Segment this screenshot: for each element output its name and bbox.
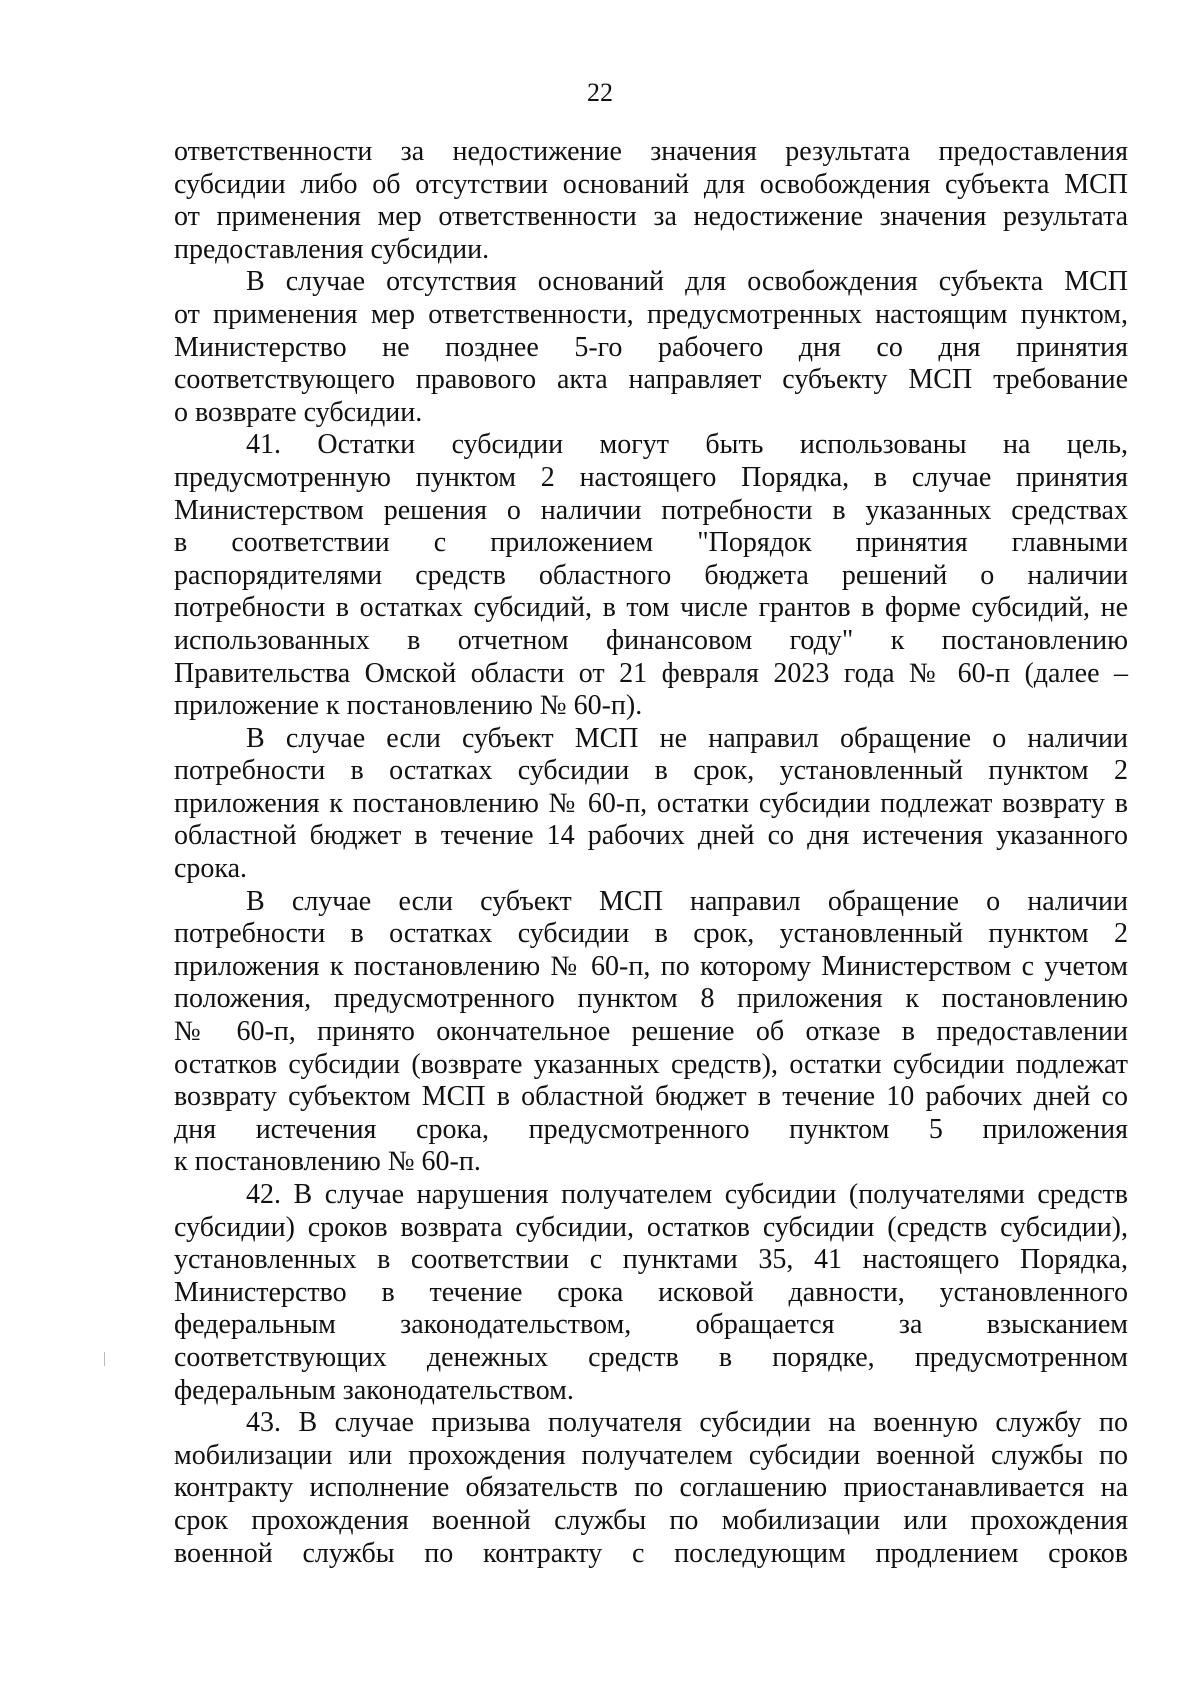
- text-line: федеральным законодательством.: [174, 1374, 574, 1406]
- text-line: военной службы по контракту с последующим продлением сроков: [174, 1537, 1128, 1569]
- text-line: мобилизации или прохождения получателем субсидии военной службы по: [174, 1439, 1128, 1471]
- text-line: о возврате субсидии.: [174, 396, 423, 428]
- text-line: дня истечения срока, предусмотренного пунктом 5 приложения: [174, 1113, 1128, 1145]
- text-line: предусмотренную пунктом 2 настоящего Порядка, в случае принятия: [174, 461, 1128, 493]
- text-line: приложения к постановлению № 60-п, по которому Министерством с учетом: [174, 950, 1128, 982]
- text-line: 41. Остатки субсидии могут быть использованы на цель,: [246, 429, 1128, 461]
- text-line: Министерство в течение срока исковой давности, установленного: [174, 1276, 1128, 1308]
- text-line: контракту исполнение обязательств по соглашению приостанавливается на: [174, 1472, 1128, 1504]
- text-line: от применения мер ответственности, предусмотренных настоящим пунктом,: [174, 298, 1128, 330]
- text-line: федеральным законодательством, обращается за взысканием: [174, 1309, 1128, 1341]
- text-line: субсидии) сроков возврата субсидии, остатков субсидии (средств субсидии),: [174, 1211, 1128, 1243]
- text-line: от применения мер ответственности за недостижение значения результата: [174, 201, 1128, 233]
- text-line: субсидии либо об отсутствии оснований для освобождения субъекта МСП: [174, 168, 1128, 200]
- text-line: Министерством решения о наличии потребности в указанных средствах: [174, 494, 1128, 526]
- text-line: срока.: [174, 853, 248, 885]
- text-line: предоставления субсидии.: [174, 233, 490, 265]
- text-line: областной бюджет в течение 14 рабочих дней со дня истечения указанного: [174, 820, 1128, 852]
- text-line: соответствующих денежных средств в порядке, предусмотренном: [174, 1341, 1128, 1373]
- text-line: остатков субсидии (возврате указанных средств), остатки субсидии подлежат: [174, 1048, 1128, 1080]
- text-line: 42. В случае нарушения получателем субсидии (получателями средств: [246, 1179, 1128, 1210]
- text-line: потребности в остатках субсидии в срок, установленный пунктом 2: [174, 918, 1128, 950]
- text-line: ответственности за недостижение значения результата предоставления: [174, 136, 1128, 167]
- text-line: возврату субъектом МСП в областной бюджет в течение 10 рабочих дней со: [174, 1081, 1128, 1113]
- text-line: Правительства Омской области от 21 февраля 2023 года № 60-п (далее –: [174, 657, 1128, 689]
- text-line: срок прохождения военной службы по мобилизации или прохождения: [174, 1504, 1128, 1536]
- text-line: использованных в отчетном финансовом году" к постановлению: [174, 624, 1128, 656]
- text-line: приложение к постановлению № 60-п).: [174, 690, 643, 722]
- text-line: к постановлению № 60-п.: [174, 1146, 481, 1178]
- text-line: В случае отсутствия оснований для освобождения субъекта МСП: [246, 266, 1128, 298]
- page-number: 22: [587, 78, 613, 107]
- text-line: В случае если субъект МСП не направил обращение о наличии: [246, 722, 1128, 754]
- text-line: установленных в соответствии с пунктами 35, 41 настоящего Порядка,: [174, 1244, 1128, 1276]
- text-line: 43. В случае призыва получателя субсидии на военную службу по: [246, 1407, 1128, 1439]
- scan-margin-mark: [104, 1352, 105, 1366]
- text-line: В случае если субъект МСП направил обращение о наличии: [246, 885, 1128, 917]
- text-line: потребности в остатках субсидий, в том числе грантов в форме субсидий, не: [174, 592, 1128, 624]
- text-line: потребности в остатках субсидии в срок, установленный пунктом 2: [174, 755, 1128, 787]
- text-line: № 60-п, принято окончательное решение об отказе в предоставлении: [174, 1016, 1128, 1048]
- text-line: приложения к постановлению № 60-п, остатки субсидии подлежат возврату в: [174, 787, 1128, 819]
- document-body: [174, 136, 1128, 1570]
- text-line: соответствующего правового акта направляет субъекту МСП требование: [174, 364, 1128, 396]
- text-line: распорядителями средств областного бюджета решений о наличии: [174, 559, 1128, 591]
- text-line: положения, предусмотренного пунктом 8 приложения к постановлению: [174, 983, 1128, 1015]
- text-line: Министерство не позднее 5-го рабочего дня со дня принятия: [174, 331, 1128, 363]
- text-line: в соответствии с приложением "Порядок принятия главными: [174, 527, 1128, 559]
